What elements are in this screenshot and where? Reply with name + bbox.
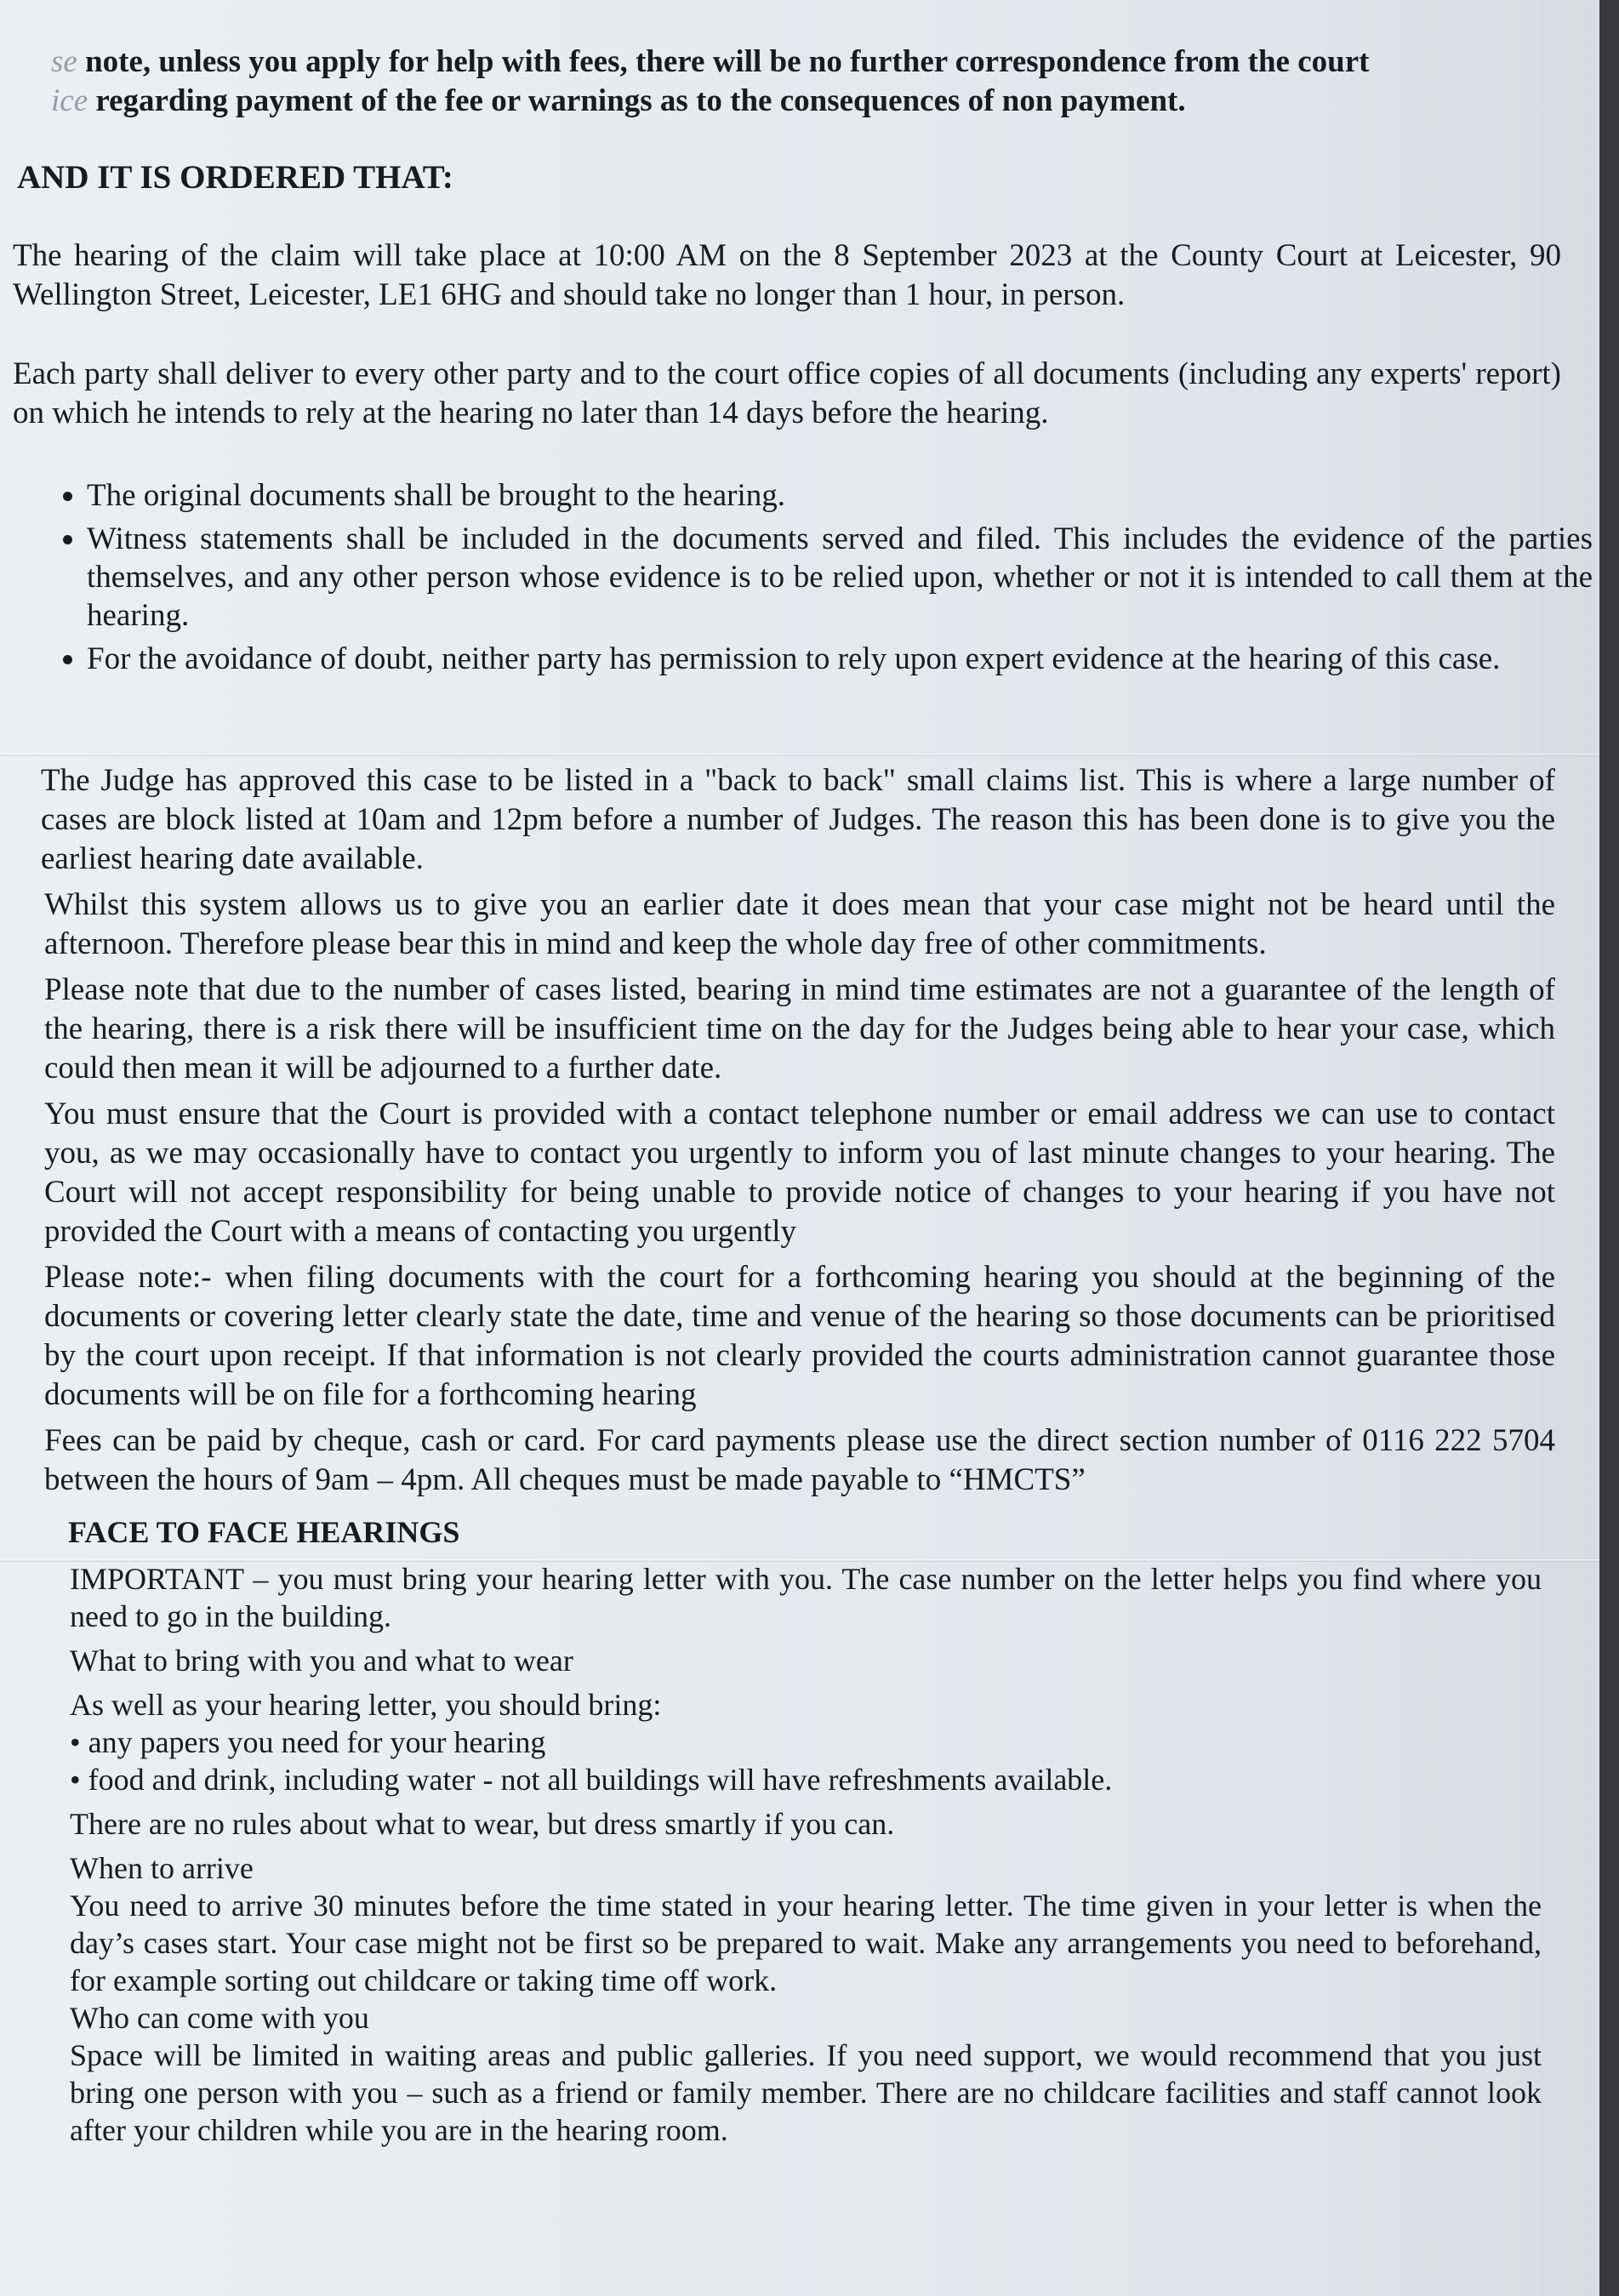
bring-item: • food and drink, including water - not all buildings will have refreshments available. xyxy=(70,1763,1113,1797)
arrive-heading: When to arrive xyxy=(70,1851,254,1885)
paper-fold xyxy=(0,754,1599,756)
face-to-face-section xyxy=(70,1560,1542,2156)
bullet-item: • Witness statements shall be included in the documents served and filed. This includes the evidence of the parties themselves, and any other person whose evidence is to be relied upon, whether or not it is intended to call them at the hearing. xyxy=(87,520,1593,635)
cut-off-prefix: ice xyxy=(51,83,88,118)
bring-intro: As well as your hearing letter, you should bring: xyxy=(70,1688,662,1722)
notice-paragraph: Fees can be paid by cheque, cash or card. For card payments please use the direct section number of 0116 222 5704 between the hours of 9am – 4pm. All cheques must be made payable to “HMCTS” xyxy=(44,1423,1555,1497)
important-paragraph: IMPORTANT – you must bring your hearing letter with you. The case number on the letter helps you find where you need to go in the building. xyxy=(70,1562,1542,1633)
wear-paragraph: There are no rules about what to wear, but dress smartly if you can. xyxy=(70,1807,895,1841)
bring-item: • any papers you need for your hearing xyxy=(70,1725,546,1759)
fee-note-line2: regarding payment of the fee or warnings as to the consequences of non payment. xyxy=(88,83,1186,118)
notice-paragraph: Please note that due to the number of cases listed, bearing in mind time estimates are not a guarantee of the length of the hearing, there is a risk there will be insufficient time on the day for the Judges being able to hear your case, which could then mean it will be adjourned to a further date. xyxy=(44,972,1555,1085)
order-bullets xyxy=(51,476,1593,683)
documents-paragraph: Each party shall deliver to every other party and to the court office copies of all documents (including any experts' report) on which he intends to rely at the hearing no later than 14 days before the hearing. xyxy=(13,356,1561,430)
fee-note xyxy=(51,43,1574,121)
who-paragraph: Space will be limited in waiting areas and public galleries. If you need support, we would recommend that you just bring one person with you – such as a friend or family member. There are no childcare facilities and staff cannot look after your children while you are in the hearing room. xyxy=(70,2038,1542,2147)
ordered-heading: AND IT IS ORDERED THAT: xyxy=(17,159,453,196)
face-to-face-heading: FACE TO FACE HEARINGS xyxy=(68,1515,460,1549)
notice-paragraph: Please note:- when filing documents with the court for a forthcoming hearing you should at the beginning of the documents or covering letter clearly state the date, time and venue of the hearing so those documents can be prioritised by the court upon receipt. If that information is not clearly provided the courts administration cannot guarantee those documents will be on file for a forthcoming hearing xyxy=(44,1260,1555,1412)
notice-paragraph: You must ensure that the Court is provided with a contact telephone number or email address we can use to contact you, as we may occasionally have to contact you urgently to inform you of last minute changes to your hearing. The Court will not accept responsibility for being unable to provide notice of changes to your hearing if you have not provided the Court with a means of contacting you urgently xyxy=(44,1097,1555,1249)
notice-paragraph: The Judge has approved this case to be listed in a "back to back" small claims list. This is where a large number of cases are block listed at 10am and 12pm before a number of Judges. The reason this has been done is to give you the earliest hearing date available. xyxy=(41,763,1555,876)
arrive-paragraph: You need to arrive 30 minutes before the time stated in your hearing letter. The time given in your letter is when the day’s cases start. Your case might not be first so be prepared to wait. Make any arrangements you need to beforehand, for example sorting out childcare or taking time off work. xyxy=(70,1889,1542,1997)
notice-paragraph: Whilst this system allows us to give you an earlier date it does mean that your case might not be heard until the afternoon. Therefore please bear this in mind and keep the whole day free of other commitments. xyxy=(44,887,1555,961)
fee-note-line1: note, unless you apply for help with fees, there will be no further correspondence from the court xyxy=(77,44,1370,79)
listing-notices xyxy=(41,761,1555,1507)
cut-off-prefix: se xyxy=(51,44,77,79)
bullet-item: • The original documents shall be brought to the hearing. xyxy=(87,476,1593,515)
bring-heading: What to bring with you and what to wear xyxy=(70,1644,573,1678)
hearing-paragraph: The hearing of the claim will take place at 10:00 AM on the 8 September 2023 at the County Court at Leicester, 90 Wellington Street, Leicester, LE1 6HG and should take no longer than 1 hour, in person. xyxy=(13,238,1561,312)
who-heading: Who can come with you xyxy=(70,2001,369,2035)
bullet-item: • For the avoidance of doubt, neither party has permission to rely upon expert evidence at the hearing of this case. xyxy=(87,640,1593,678)
